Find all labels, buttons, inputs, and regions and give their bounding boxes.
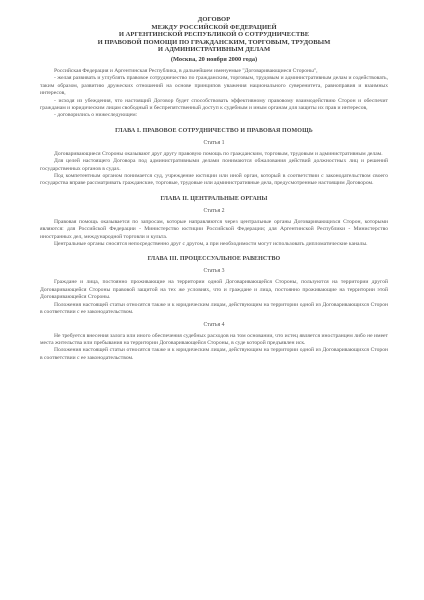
article-paragraph: Положения настоящей статьи относятся также и к юридическим лицам, действующим на территории одной из Договаривающихся Сторон в соответствии с ее законодательством. [40, 347, 388, 361]
chapter-heading: ГЛАВА I. ПРАВОВОЕ СОТРУДНИЧЕСТВО И ПРАВОВАЯ ПОМОЩЬ [115, 127, 313, 134]
article-paragraph: Договаривающиеся Стороны оказывают друг другу правовую помощь по гражданским, торговым, трудовым и административным делам. [54, 150, 383, 157]
place-date: (Москва, 20 ноября 2000 года) [170, 55, 258, 63]
preamble-paragraph: - договорились о нижеследующем: [54, 112, 138, 119]
article-heading: Статья 3 [203, 268, 225, 275]
preamble-paragraph: Российская Федерация и Аргентинская Республика, в дальнейшем именуемые "Договаривающиеся Стороны", [54, 67, 318, 74]
article-paragraph: Правовая помощь оказывается по запросам, которые направляются через центральные органы Договаривающихся Сторон, которыми являются: для Российской Федерации - Министерство юстиции Российской Федерации; для Аргентинской Республики - Министерство иностранных дел, международной торговли и культа. [40, 218, 388, 240]
article-paragraph: Положения настоящей статьи относятся также и к юридическим лицам, действующим на территории одной из Договаривающихся Сторон в соответствии с ее законодательством. [40, 301, 388, 316]
article-paragraph: Не требуется внесения залога или иного обеспечения судебных расходов на том основании, что истец является иностранцем либо не имеет места жительства или пребывания на территории Договаривающейся Стороны, в суде которой предъявлен иск. [40, 332, 388, 346]
article-paragraph: Под компетентным органом понимается суд, учреждение юстиции или иной орган, который в соответствии с законодательством своего государства вправе рассматривать гражданские, торговые, трудовые или административные дела, предусмотренные настоящим Договором. [40, 173, 388, 187]
article-paragraph: Для целей настоящего Договора под административными делами понимаются обжалования действий должностных лиц и решений государственных органов в судах. [40, 158, 388, 172]
title-line: МЕЖДУ РОССИЙСКОЙ ФЕДЕРАЦИЕЙ [151, 23, 277, 31]
chapter-heading: ГЛАВА II. ЦЕНТРАЛЬНЫЕ ОРГАНЫ [160, 195, 268, 202]
article-heading: Статья 4 [203, 321, 225, 328]
document-title [40, 16, 388, 54]
article-paragraph: Центральные органы сносятся непосредственно друг с другом, а при необходимости могут использовать дипломатические каналы. [54, 241, 368, 248]
article-heading: Статья 2 [203, 207, 225, 214]
article-paragraph: Граждане и лица, постоянно проживающие на территории одной Договаривающейся Стороны, пользуются на территории другой Договаривающейся Стороны правовой защитой на тех же условиях, что и граждане и лица, постоянно проживающие на территории этой Договаривающейся Стороны. [40, 279, 388, 301]
article-heading: Статья 1 [203, 139, 225, 146]
title-line: ДОГОВОР [197, 16, 231, 23]
title-line: И АРГЕНТИНСКОЙ РЕСПУБЛИКОЙ О СОТРУДНИЧЕСТВЕ [118, 31, 310, 39]
chapter-heading: ГЛАВА III. ПРОЦЕССУАЛЬНОЕ РАВЕНСТВО [147, 256, 281, 263]
title-line: И ПРАВОВОЙ ПОМОЩИ ПО ГРАЖДАНСКИМ, ТОРГОВЫМ, ТРУДОВЫМ [97, 38, 331, 46]
preamble-paragraph: - исходя из убеждения, что настоящий Договор будет способствовать эффективному правовому взаимодействию Сторон и обеспечит гражданам и юридическим лицам свободный и беспрепятственный доступ к судебным и иным органам для защиты их прав и интересов, [40, 97, 388, 111]
preamble-paragraph: - желая развивать и углублять правовое сотрудничество по гражданским, торговым, трудовым и административным делам и содействовать, таким образом, развитию дружеских отношений на основе принципов уважения национального суверенитета, равноправия и взаимных интересов, [40, 75, 388, 97]
title-line: И АДМИНИСТРАТИВНЫМ ДЕЛАМ [157, 46, 271, 54]
